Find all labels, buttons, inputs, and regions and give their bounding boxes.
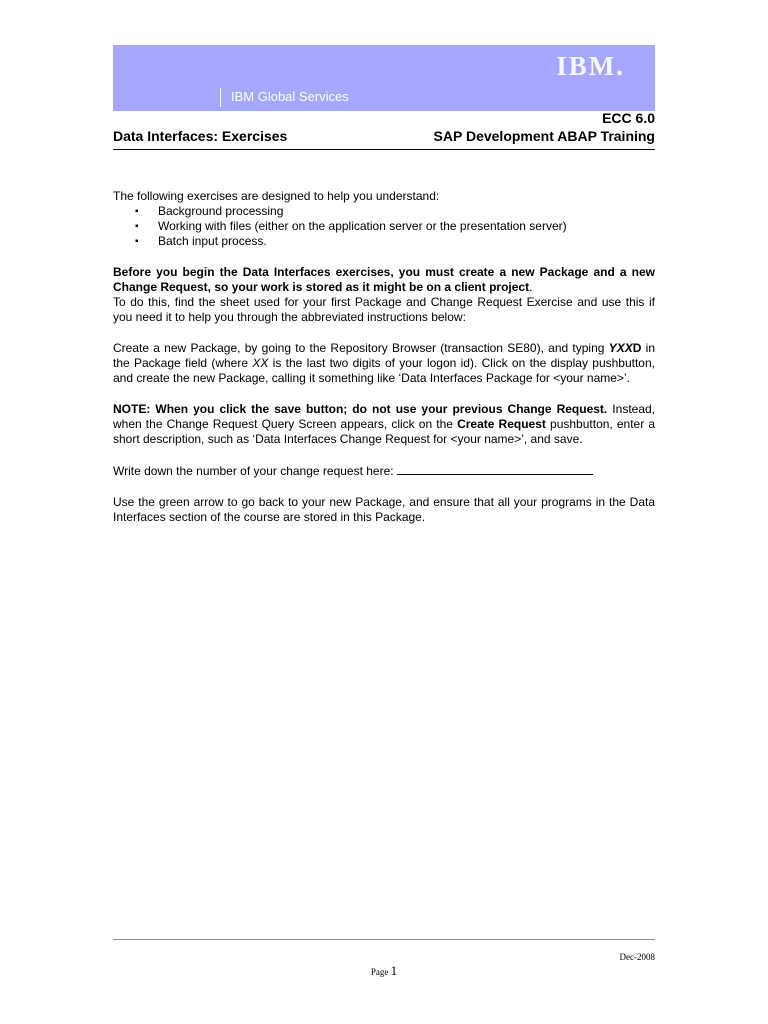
create-request-name: Create Request — [457, 417, 546, 431]
course-title: SAP Development ABAP Training — [433, 128, 655, 144]
setup-paragraph: Before you begin the Data Interfaces exercises, you must create a new Package and a new Change Request, so your work is stored as it might be on a client project. — [113, 265, 655, 294]
list-item: ▪ Working with files (either on the application server or the presentation server) — [113, 219, 655, 234]
footer-date: Dec-2008 — [619, 952, 655, 962]
division-label: IBM Global Services — [231, 89, 349, 104]
version-label: ECC 6.0 — [602, 110, 655, 126]
setup-instructions: To do this, find the sheet used for your first Package and Change Request Exercise and use this if you need it to help you through the abbreviated instructions below: — [113, 295, 655, 324]
write-down-line: Write down the number of your change request here: — [113, 463, 655, 479]
ibm-logo: IBM. — [556, 51, 625, 81]
page-number: Page 1 — [370, 963, 398, 978]
intro-text: The following exercises are designed to help you understand: — [113, 189, 440, 203]
create-package-paragraph: Create a new Package, by going to the Repository Browser (transaction SE80), and typing YXXD in the Package field (where XX is the last two digits of your logon id). Click on the display pushbutton, and create the new Package, calling it something like ‘Data Interfaces Package for <your name>’. — [113, 341, 655, 385]
footer-rule — [113, 939, 655, 940]
header-banner — [113, 45, 655, 111]
document-title: Data Interfaces: Exercises — [113, 128, 288, 144]
package-code: YXXD — [608, 341, 642, 355]
header-rule — [113, 149, 655, 150]
list-item: ▪ Background processing — [113, 204, 655, 219]
note-bold: NOTE: When you click the save button; do not use your previous Change Request. — [113, 402, 608, 416]
change-request-blank — [397, 463, 593, 475]
topics-list — [113, 204, 655, 249]
list-item: ▪ Batch input process. — [113, 234, 655, 249]
banner-separator — [220, 88, 221, 107]
document-body — [113, 189, 655, 525]
final-paragraph: Use the green arrow to go back to your new Package, and ensure that all your programs in the Data Interfaces section of the course are stored in this Package. — [113, 495, 655, 524]
note-paragraph: NOTE: When you click the save button; do not use your previous Change Request. Instead, when the Change Request Query Screen appears, click on the Create Request pushbutton, enter a short description, such as ‘Data Interfaces Change Request for <your name>’, and save. — [113, 402, 656, 446]
setup-bold-lead: Before you begin the Data Interfaces exercises, you must create a new Package and a new Change Request, so your work is stored as it might be on a client project — [113, 265, 655, 294]
